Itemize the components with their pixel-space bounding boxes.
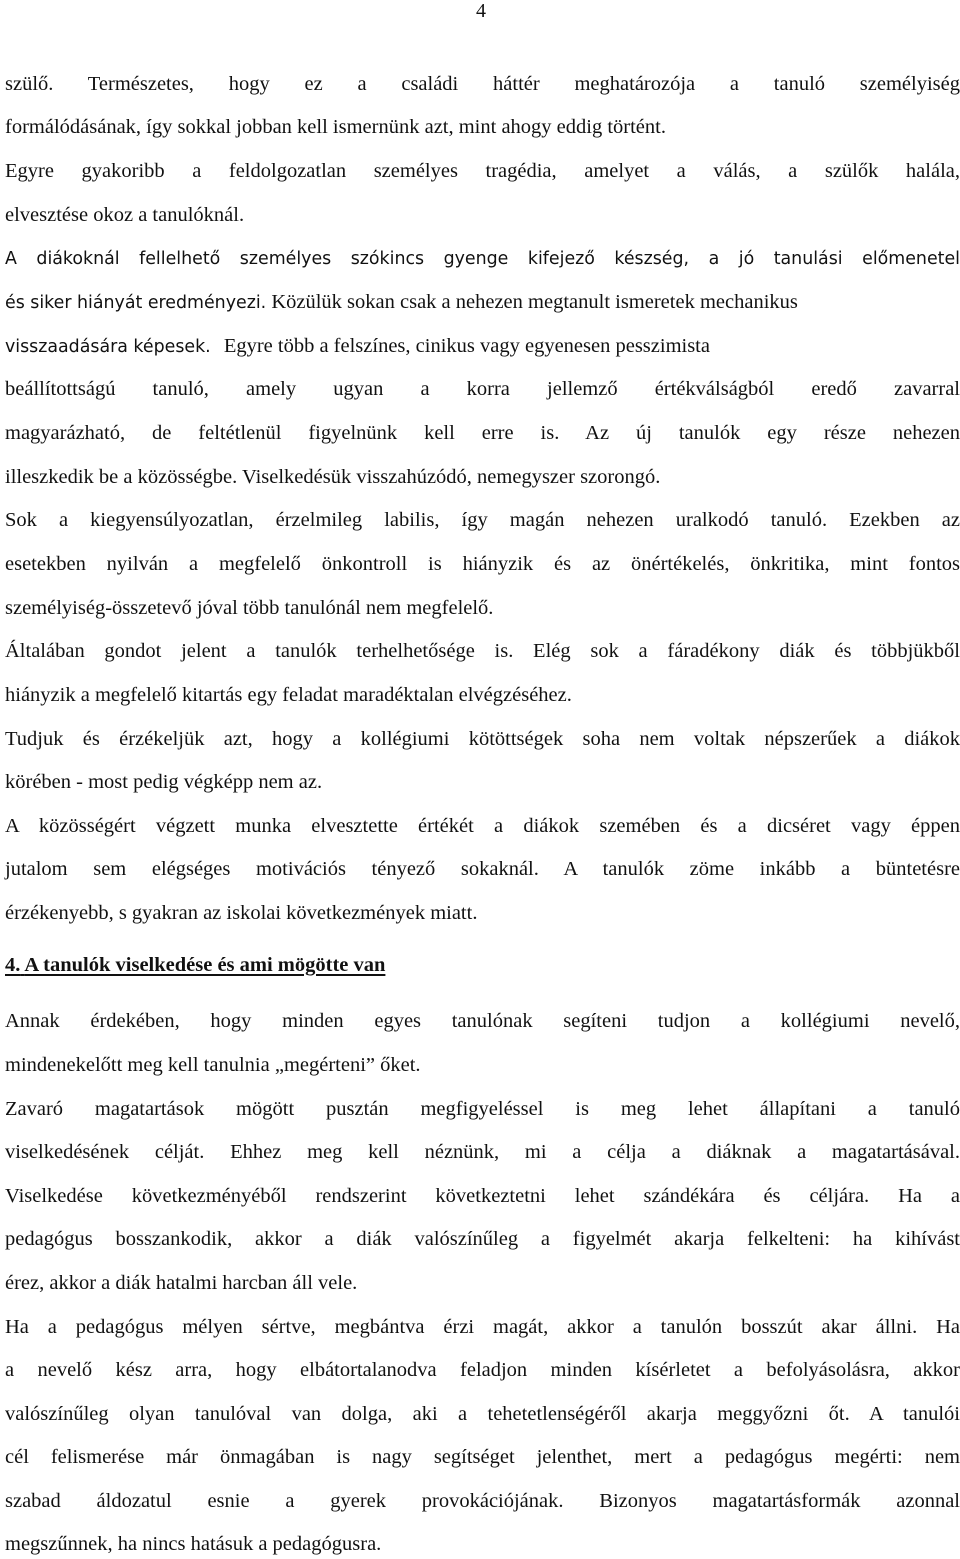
section-heading-number: 4. — [5, 954, 21, 976]
text-line: mindenekelőtt meg kell tanulnia „megérteni” őket. — [5, 1054, 421, 1076]
text-line: szülő. Természetes, hogy ez a családi háttér meghatározója a tanuló személyiség — [5, 73, 960, 95]
text-fragment: és siker hiányát eredményezi. — [5, 293, 267, 313]
text-fragment: visszaadására képesek. — [5, 337, 211, 357]
text-line: formálódásának, így sokkal jobban kell ismernünk azt, mint ahogy eddig történt. — [5, 116, 666, 138]
section-heading — [5, 953, 385, 977]
text-line: Zavaró magatartások mögött pusztán megfigyeléssel is meg lehet állapítani a tanuló — [5, 1098, 960, 1120]
text-line: cél felismerése már önmagában is nagy segítséget jelenthet, mert a pedagógus megérti: nem — [5, 1446, 960, 1468]
text-line: pedagógus bosszankodik, akkor a diák valószínűleg a figyelmét akarja felkelteni: ha kihívást — [5, 1228, 960, 1250]
page-number: 4 — [476, 0, 486, 22]
text-line-mixed — [5, 290, 798, 314]
text-line: Ha a pedagógus mélyen sértve, megbántva érzi magát, akkor a tanulón bosszút akar állni. Ha — [5, 1316, 960, 1338]
text-line: magyarázható, de feltétlenül figyelnünk kell erre is. Az új tanulók egy része nehezen — [5, 422, 960, 444]
text-line: a nevelő kész arra, hogy elbátortalanodva feladjon minden kísérletet a befolyásolásra, akkor — [5, 1359, 960, 1381]
text-line: viselkedésének célját. Ehhez meg kell néznünk, mi a célja a diáknak a magatartásával. — [5, 1141, 960, 1163]
text-line: esetekben nyilván a megfelelő önkontroll is hiányzik és az önértékelés, önkritika, mint fontos — [5, 553, 960, 575]
text-line: szabad áldozatul esnie a gyerek provokációjának. Bizonyos magatartásformák azonnal — [5, 1490, 960, 1512]
text-line: A közösségért végzett munka elvesztette értékét a diákok szemében és a dicséret vagy éppen — [5, 815, 960, 837]
text-line: jutalom sem elégséges motivációs tényező sokaknál. A tanulók zöme inkább a büntetésre — [5, 858, 960, 880]
text-line: megszűnnek, ha nincs hatásuk a pedagógusra. — [5, 1533, 382, 1555]
text-line: érez, akkor a diák hatalmi harcban áll vele. — [5, 1272, 358, 1294]
text-line: hiányzik a megfelelő kitartás egy feladat maradéktalan elvégzéséhez. — [5, 684, 572, 706]
section-heading-title: A tanulók viselkedése és ami mögötte van — [24, 954, 386, 976]
text-line: Annak érdekében, hogy minden egyes tanulónak segíteni tudjon a kollégiumi nevelő, — [5, 1010, 960, 1032]
text-fragment: Egyre több a felszínes, cinikus vagy egyenesen pesszimista — [223, 335, 710, 357]
text-fragment: Közülük sokan csak a nehezen megtanult ismeretek mechanikus — [271, 291, 798, 313]
text-line: A diákoknál fellelhető személyes szókincs gyenge kifejező készség, a jó tanulási előmenetel — [5, 249, 960, 269]
text-line: valószínűleg olyan tanulóval van dolga, aki a tehetetlenségéről akarja meggyőzni őt. A tanulói — [5, 1403, 960, 1425]
text-line: körében - most pedig végképp nem az. — [5, 771, 323, 793]
text-line: elvesztése okoz a tanulóknál. — [5, 204, 245, 226]
text-line: Egyre gyakoribb a feldolgozatlan személyes tragédia, amelyet a válás, a szülők halála, — [5, 160, 960, 182]
text-line-mixed — [5, 334, 710, 358]
text-line: érzékenyebb, s gyakran az iskolai következmények miatt. — [5, 902, 478, 924]
text-line: beállítottságú tanuló, amely ugyan a korra jellemző értékválságból eredő zavarral — [5, 378, 960, 400]
text-line: Viselkedése következményéből rendszerint következtetni lehet szándékára és céljára. Ha a — [5, 1185, 960, 1207]
text-line: Tudjuk és érzékeljük azt, hogy a kollégiumi kötöttségek soha nem voltak népszerűek a diákok — [5, 728, 960, 750]
text-line: Általában gondot jelent a tanulók terhelhetősége is. Elég sok a fáradékony diák és többjükből — [5, 640, 960, 662]
text-line: illeszkedik be a közösségbe. Viselkedésük visszahúzódó, nemegyszer szorongó. — [5, 466, 661, 488]
text-line: Sok a kiegyensúlyozatlan, érzelmileg labilis, így magán nehezen uralkodó tanuló. Ezekben az — [5, 509, 960, 531]
text-line: személyiség-összetevő jóval több tanulónál nem megfelelő. — [5, 597, 494, 619]
